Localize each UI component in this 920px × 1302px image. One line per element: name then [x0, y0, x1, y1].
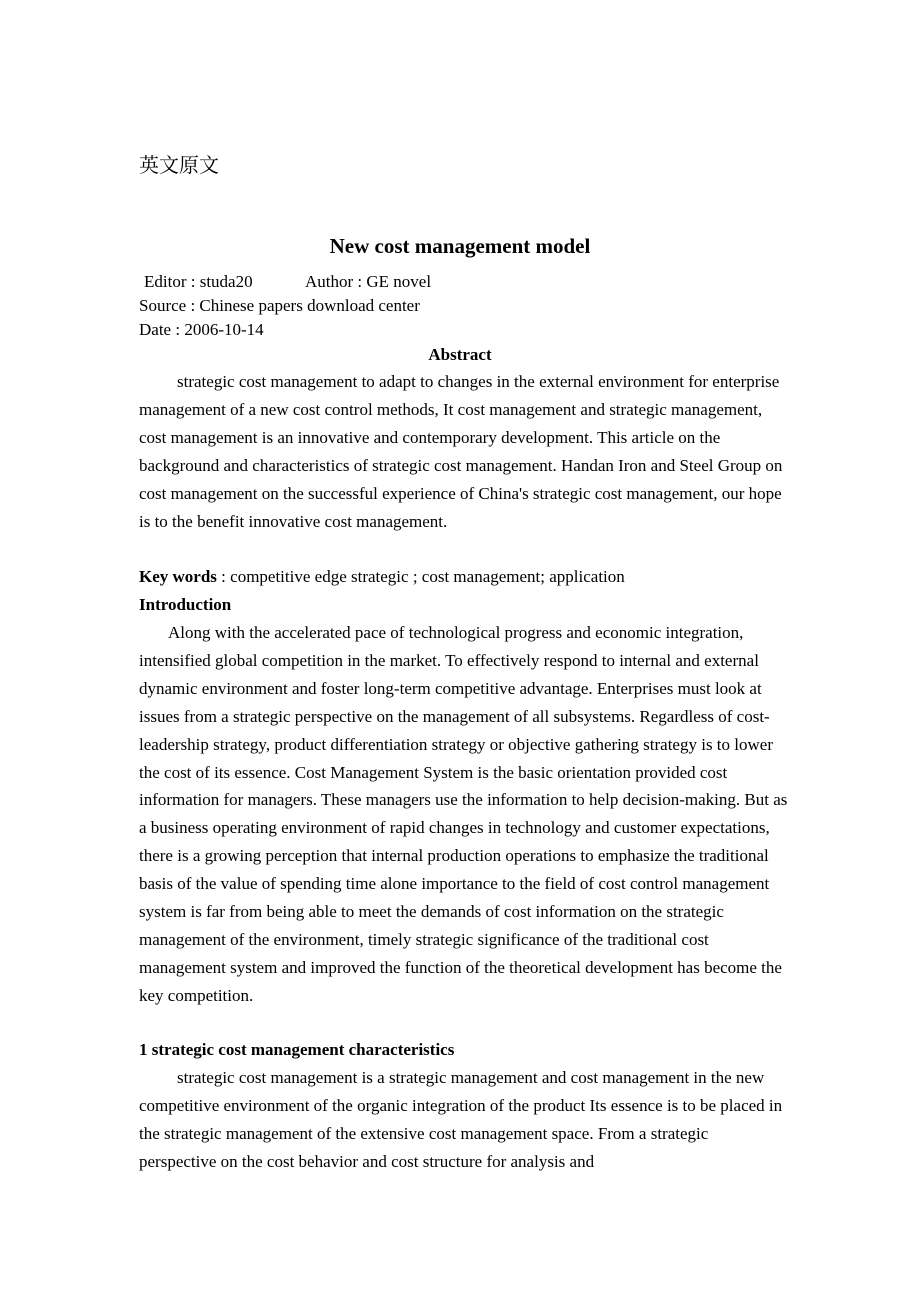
editor-line: Editor : studa20 [144, 272, 253, 291]
section1-paragraph: strategic cost management is a strategic management and cost management in the new competitive environment of the organic integration of the product Its essence is to be placed in the strategic management of the extensive cost management space. From a strategic perspective on the cost behavior and cost structure for analysis and [139, 1068, 783, 1171]
section-header: 英文原文 [139, 155, 219, 177]
keywords-line [139, 565, 625, 589]
introduction-paragraph: Along with the accelerated pace of technological progress and economic integration, intensified global competition in the market. To effectively respond to internal and external dynamic environment and foster long-term competitive advantage. Enterprises must look at issues from a strategic perspective on the management of all subsystems. Regardless of cost-leadership strategy, product differentiation strategy or objective gathering strategy is to lower the cost of its essence. Cost Management System is the basic orientation provided cost information for managers. These managers use the information to help decision-making. But as a business operating environment of rapid changes in technology and customer expectations, there is a growing perception that internal production operations to emphasize the traditional basis of the value of spending time alone importance to the field of cost control management system is far from being able to meet the demands of cost information on the strategic management of the environment, timely strategic significance of the traditional cost management system and improved the function of the theoretical development has become the key competition. [139, 623, 788, 1005]
keywords-text: : competitive edge strategic ; cost management; application [216, 567, 625, 586]
date-line: Date : 2006-10-14 [139, 320, 264, 339]
source-line: Source : Chinese papers download center [139, 296, 420, 315]
abstract-paragraph: strategic cost management to adapt to changes in the external environment for enterprise management of a new cost control methods, It cost management and strategic management, cost management is an innovative and contemporary development. This article on the background and characteristics of strategic cost management. Handan Iron and Steel Group on cost management on the successful experience of China's strategic cost management, our hope is to the benefit innovative cost management. [139, 372, 783, 531]
introduction-heading: Introduction [139, 595, 232, 614]
page-title: New cost management model [329, 234, 591, 258]
abstract-heading: Abstract [428, 345, 492, 364]
section1-heading: 1 strategic cost management characteristics [139, 1040, 455, 1059]
author-line: Author : GE novel [305, 272, 432, 291]
keywords-label: Key words [139, 567, 217, 586]
